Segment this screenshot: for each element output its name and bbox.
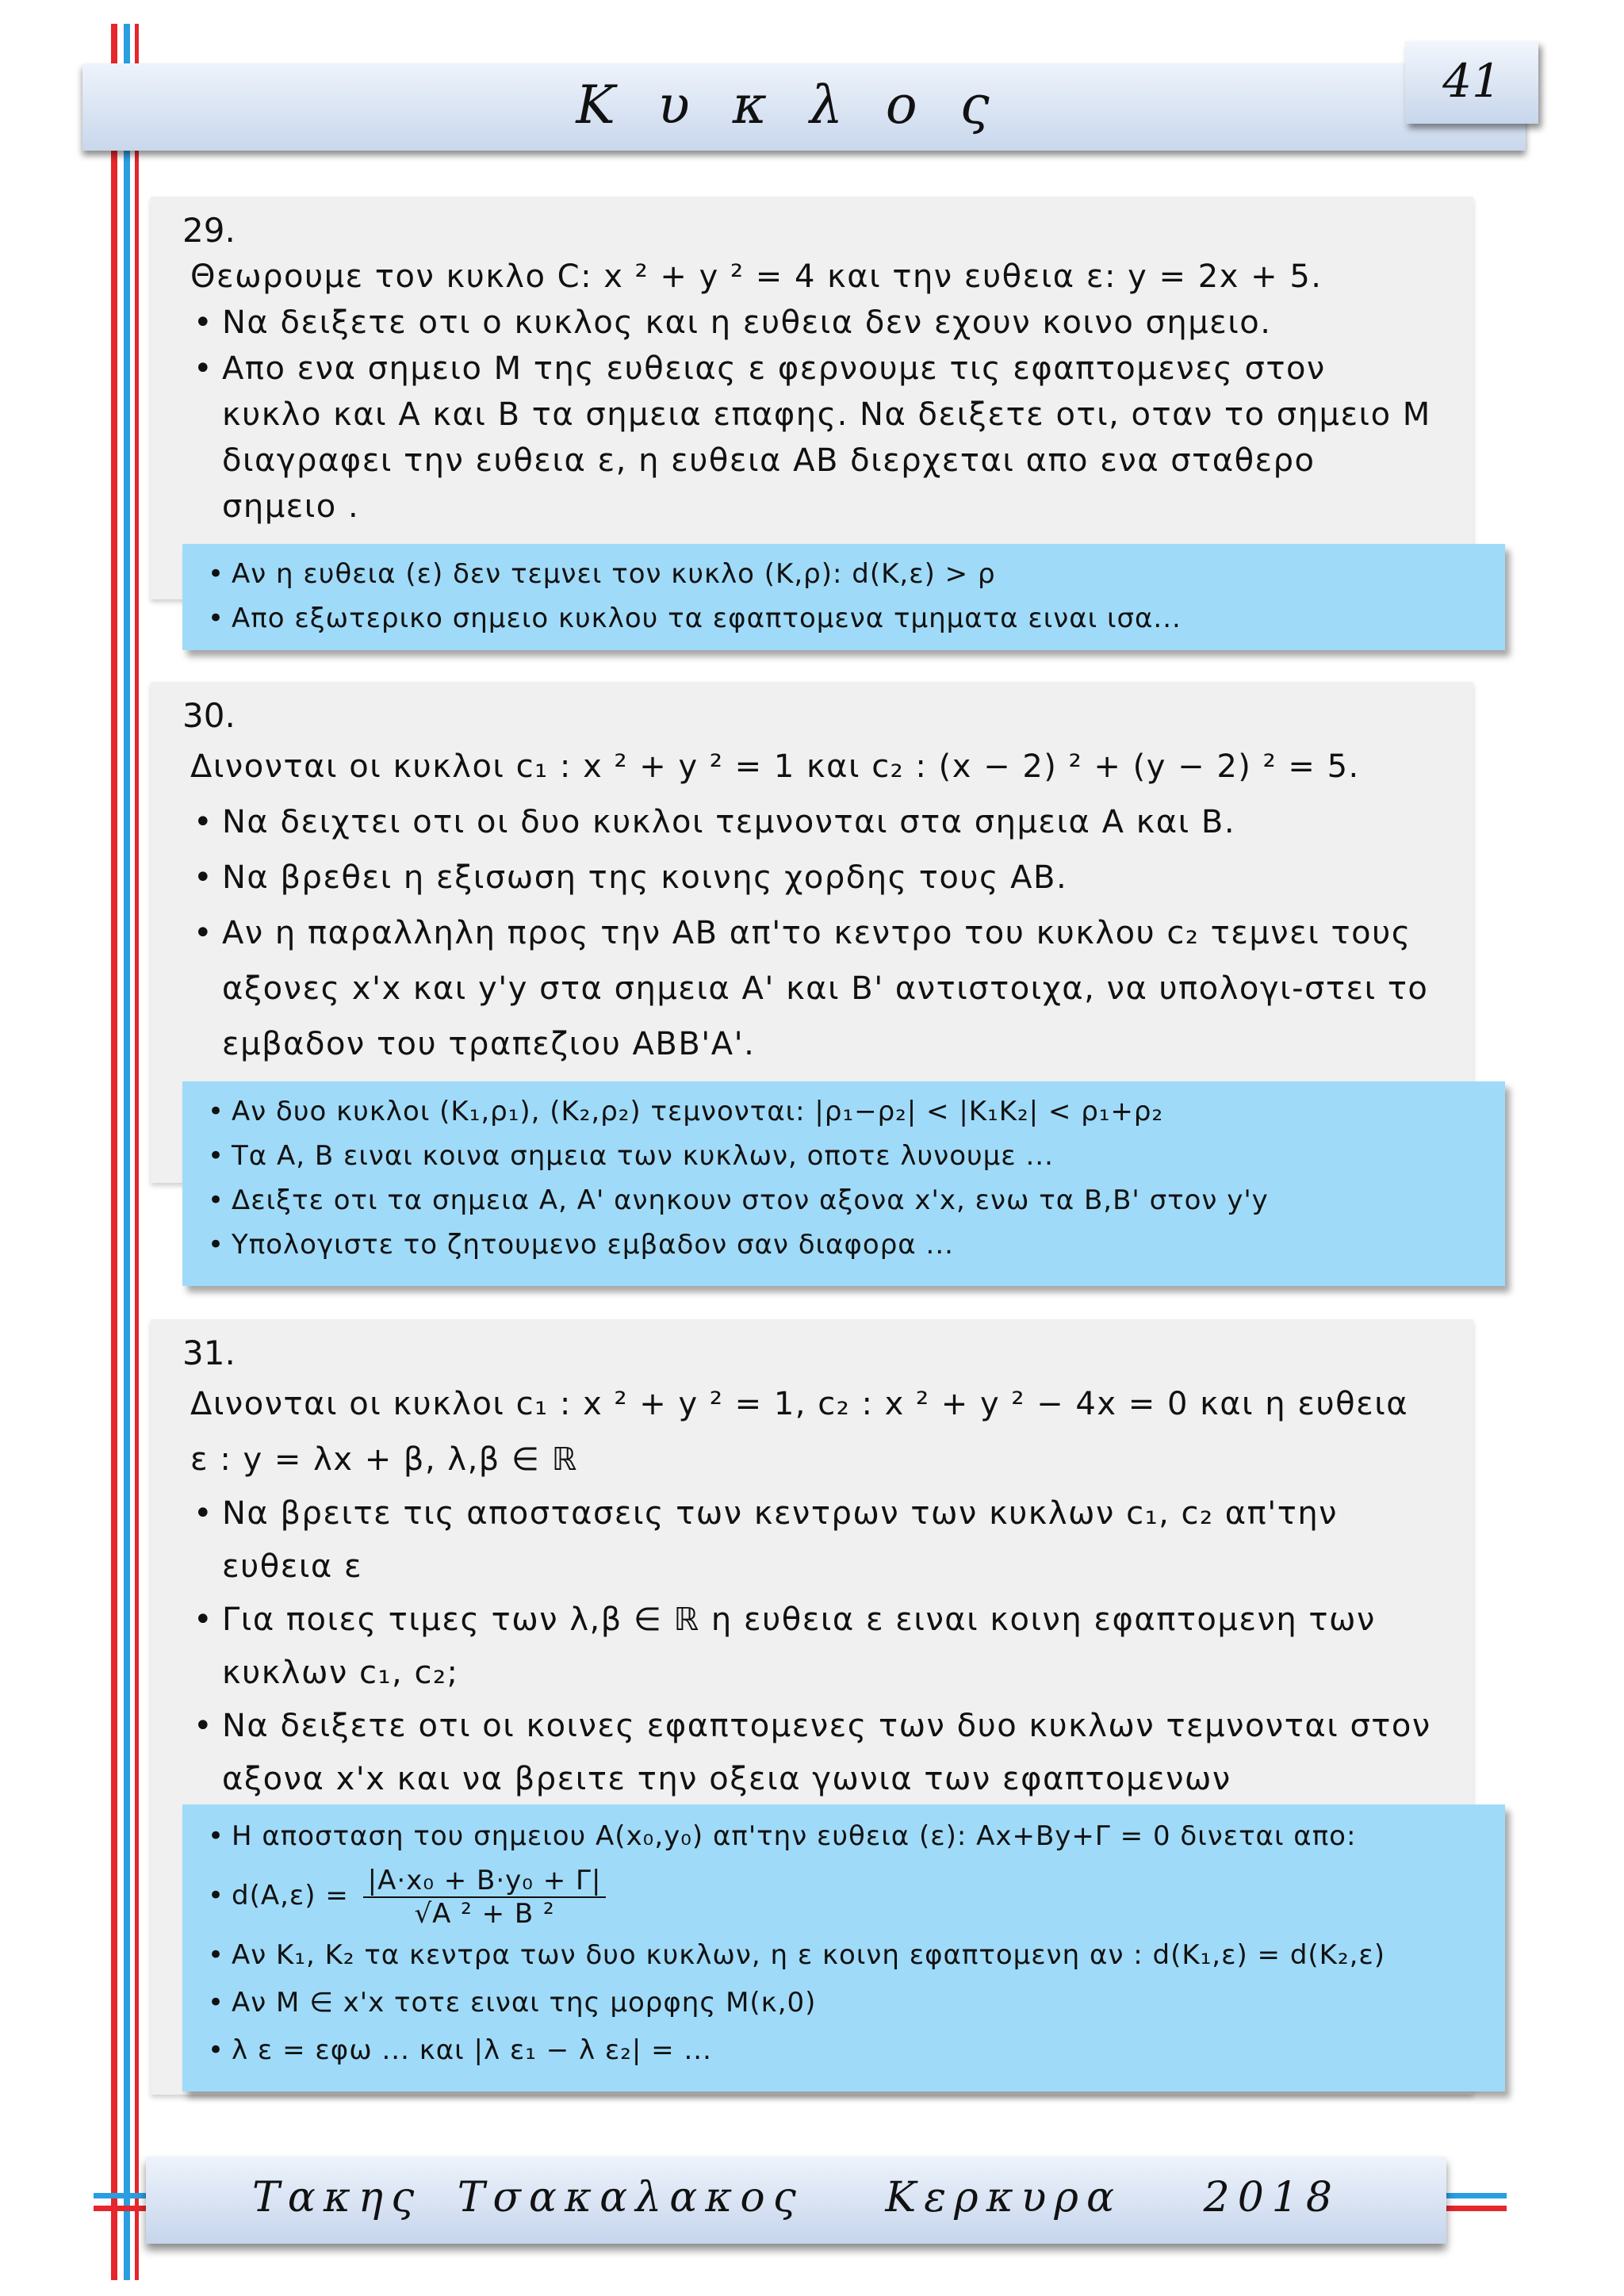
problem-number: 31. bbox=[182, 1334, 236, 1372]
problem-statement: Δινονται οι κυκλοι c₁ : x ² + y ² = 1, c₂ : x ² + y ² − 4x = 0 και η ευθεια ε : y = λx + β, λ,β ∈ ℝ bbox=[190, 1386, 1409, 1478]
problem-statement: Δινονται οι κυκλοι c₁ : x ² + y ² = 1 και c₂ : (x − 2) ² + (y − 2) ² = 5. bbox=[190, 748, 1360, 785]
hint-item: • Αν Κ₁, Κ₂ τα κεντρα των δυο κυκλων, η ε κοινη εφαπτομενη αν : d(K₁,ε) = d(K₂,ε) bbox=[208, 1931, 1473, 1979]
list-item: • Να δειχτει οτι οι δυο κυκλοι τεμνονται στα σημεια Α και Β. bbox=[190, 794, 1434, 850]
page-number-box bbox=[1405, 41, 1538, 124]
hint-box-29 bbox=[182, 544, 1505, 650]
hint-item: • Τα Α, Β ειναι κοινα σημεια των κυκλων, οποτε λυνουμε ... bbox=[208, 1134, 1473, 1178]
page-number: 41 bbox=[1442, 54, 1501, 108]
formula-lhs: d(A,ε) = bbox=[232, 1880, 349, 1911]
hint-item: • Αν Μ ∈ x'x τοτε ειναι της μορφης Μ(κ,0) bbox=[208, 1979, 1473, 2026]
problem-number: 30. bbox=[182, 696, 236, 735]
problem-items bbox=[190, 300, 1434, 530]
hint-box-30 bbox=[182, 1081, 1505, 1286]
hint-item: • Απο εξωτερικο σημειο κυκλου τα εφαπτομενα τμηματα ειναι ισα... bbox=[208, 596, 1473, 641]
problem-29 bbox=[151, 197, 1473, 599]
footer-place: Κερκυρα bbox=[885, 2174, 1123, 2221]
footer-year: 2018 bbox=[1203, 2174, 1340, 2221]
list-item: • Απο ενα σημειο Μ της ευθειας ε φερνουμε τις εφαπτομενες στον κυκλο και Α και Β τα σημεια επαφης. Να δειξετε οτι, οταν το σημειο Μ διαγραφει την ευθεια ε, η ευθεια ΑΒ διερχεται απο ενα σταθερο σημειο . bbox=[190, 346, 1434, 530]
header-bar bbox=[82, 63, 1526, 151]
red-vertical-rule bbox=[111, 24, 117, 2280]
list-item: • Να βρεθει η εξισωση της κοινης χορδης τους ΑΒ. bbox=[190, 850, 1434, 905]
formula-fraction bbox=[363, 1865, 607, 1930]
red-horizontal-rule-right bbox=[1443, 2206, 1507, 2211]
hint-item: • Αν δυο κυκλοι (Κ₁,ρ₁), (Κ₂,ρ₂) τεμνονται: |ρ₁−ρ₂| < |Κ₁Κ₂| < ρ₁+ρ₂ bbox=[208, 1089, 1473, 1134]
hint-item: • Δειξτε οτι τα σημεια Α, Α' ανηκουν στον αξονα x'x, ενω τα Β,Β' στον y'y bbox=[208, 1178, 1473, 1223]
footer-text bbox=[146, 2174, 1446, 2221]
hint-item: • λ ε = εφω ... και |λ ε₁ − λ ε₂| = ... bbox=[208, 2026, 1473, 2074]
problem-statement: Θεωρουμε τον κυκλο C: x ² + y ² = 4 και την ευθεια ε: y = 2x + 5. bbox=[190, 258, 1323, 295]
problem-items bbox=[190, 794, 1434, 1072]
problem-items bbox=[190, 1487, 1434, 1806]
hint-item: • Η αποσταση του σημειου Α(x₀,y₀) απ'την ευθεια (ε): Αx+Βy+Γ = 0 δινεται απο: bbox=[208, 1812, 1473, 1860]
hint-item: • Υπολογιστε το ζητουμενο εμβαδον σαν διαφορα ... bbox=[208, 1223, 1473, 1267]
formula-denominator: √A ² + B ² bbox=[414, 1897, 555, 1930]
red-vertical-rule-2 bbox=[135, 24, 139, 2280]
hint-box-31 bbox=[182, 1804, 1505, 2091]
blue-vertical-rule bbox=[124, 24, 130, 2280]
list-item: • Να δειξετε οτι ο κυκλος και η ευθεια δεν εχουν κοινο σημειο. bbox=[190, 300, 1434, 346]
chapter-title: Κυκλος bbox=[576, 75, 1032, 136]
distance-formula bbox=[208, 1860, 1473, 1931]
blue-horizontal-rule-right bbox=[1443, 2193, 1507, 2198]
formula-numerator: |A·x₀ + B·y₀ + Γ| bbox=[363, 1865, 607, 1898]
list-item: • Αν η παραλληλη προς την ΑΒ απ'το κεντρο του κυκλου c₂ τεμνει τους αξονες x'x και y'y στα σημεια Α' και Β' αντιστοιχα, να υπολογι‑στει το εμβαδον του τραπεζιου ΑΒΒ'Α'. bbox=[190, 905, 1434, 1072]
hint-item: • Αν η ευθεια (ε) δεν τεμνει τον κυκλο (Κ,ρ): d(K,ε) > ρ bbox=[208, 552, 1473, 596]
list-item: • Να δειξετε οτι οι κοινες εφαπτομενες των δυο κυκλων τεμνονται στον αξονα x'x και να βρειτε την οξεια γωνια των εφαπτομενων bbox=[190, 1700, 1434, 1806]
footer-author: Τακης Τσακαλακος bbox=[252, 2174, 804, 2221]
problem-number: 29. bbox=[182, 211, 236, 250]
list-item: • Να βρειτε τις αποστασεις των κεντρων των κυκλων c₁, c₂ απ'την ευθεια ε bbox=[190, 1487, 1434, 1594]
footer-bar bbox=[146, 2156, 1446, 2244]
list-item: • Για ποιες τιμες των λ,β ∈ ℝ η ευθεια ε ειναι κοινη εφαπτομενη των κυκλων c₁, c₂; bbox=[190, 1594, 1434, 1700]
